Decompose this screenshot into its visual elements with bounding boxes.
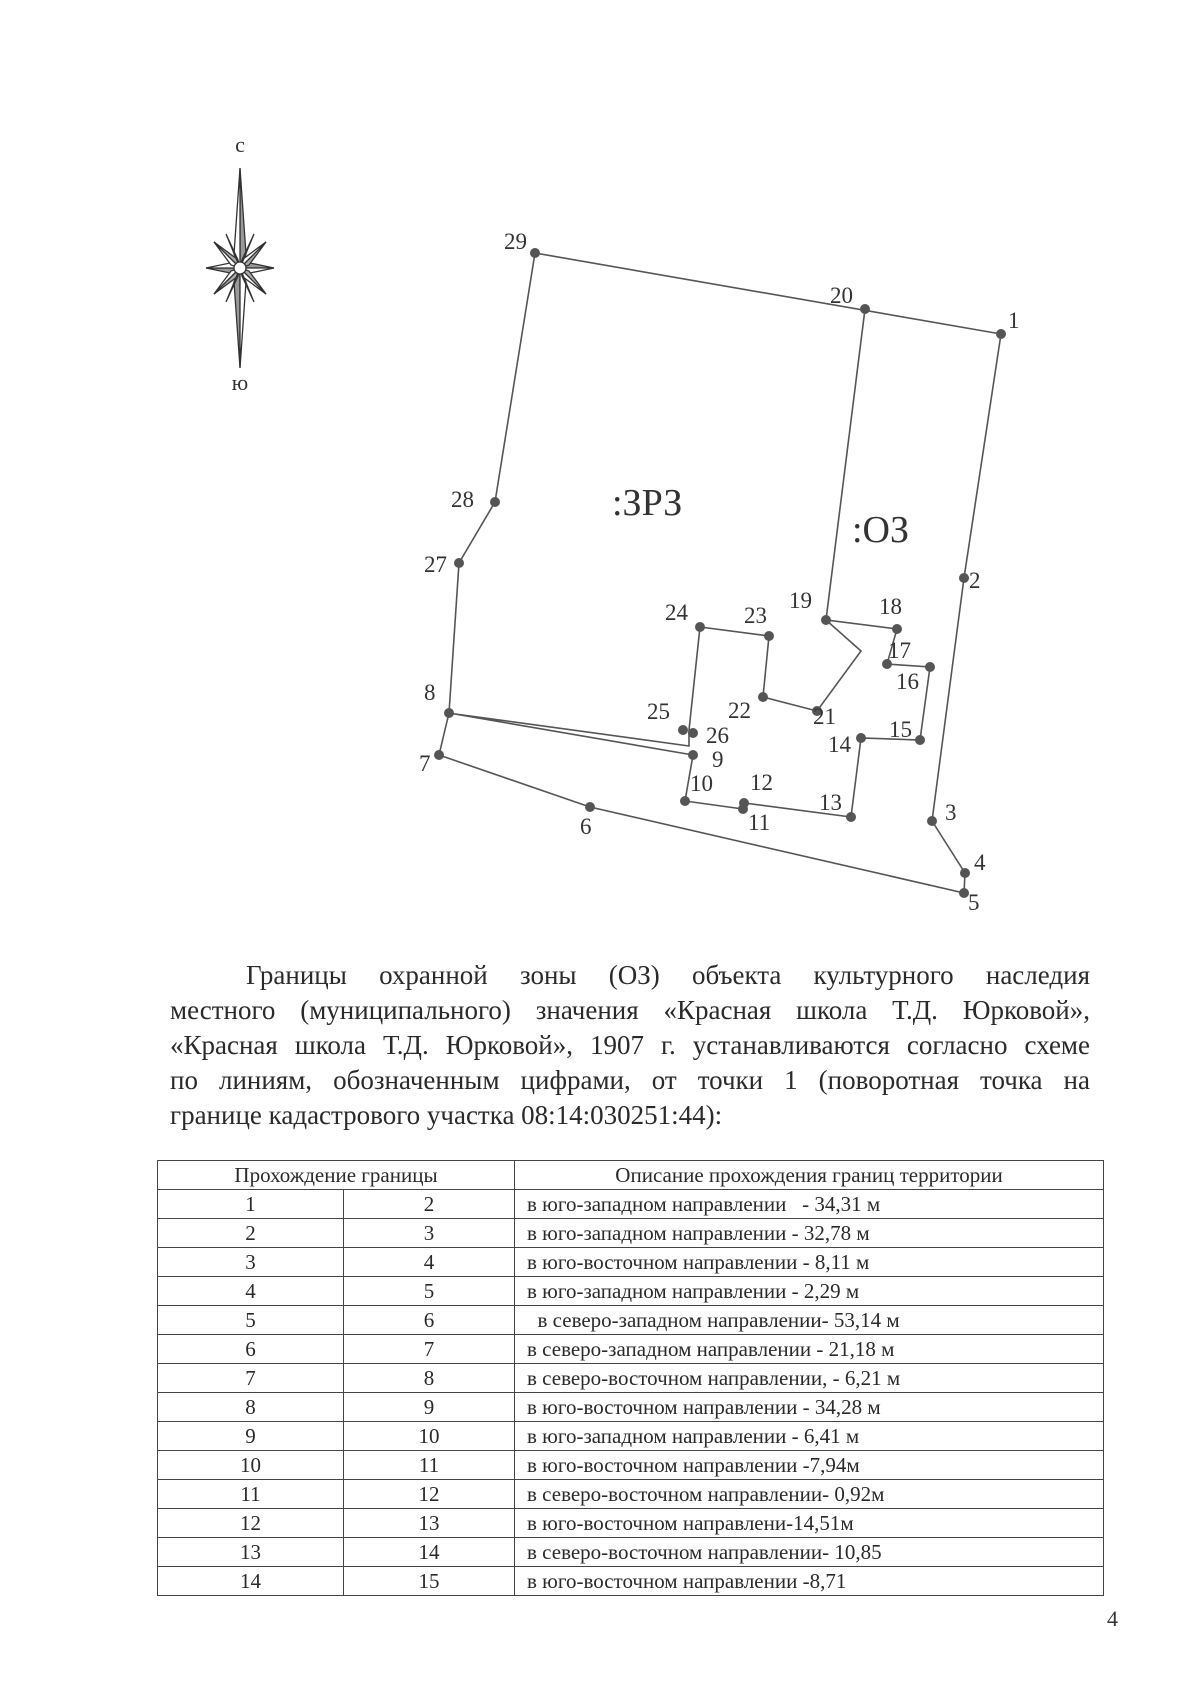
point-label-3: 3: [945, 800, 957, 825]
cell-to-point: 10: [344, 1422, 515, 1451]
cell-to-point: 6: [344, 1306, 515, 1335]
point-label-29: 29: [504, 229, 527, 254]
table-row: [158, 1422, 1104, 1451]
cell-to-point: 7: [344, 1335, 515, 1364]
point-label-22: 22: [728, 698, 751, 723]
cell-from-point: 9: [158, 1422, 344, 1451]
paragraph-line: местного (муниципального) значения «Красная школа Т.Д. Юрковой»,: [170, 995, 1090, 1025]
cell-description: в юго-восточном направлении -7,94м: [515, 1451, 1104, 1480]
cell-description: в северо-восточном направлении- 0,92м: [515, 1480, 1104, 1509]
point-label-2: 2: [969, 568, 981, 593]
cell-to-point: 11: [344, 1451, 515, 1480]
point-marker-29: [530, 248, 540, 258]
point-label-18: 18: [879, 594, 902, 619]
table-row: [158, 1306, 1104, 1335]
cell-from-point: 13: [158, 1538, 344, 1567]
table-row: [158, 1190, 1104, 1219]
point-label-25: 25: [647, 699, 670, 724]
cell-to-point: 5: [344, 1277, 515, 1306]
paragraph-line: «Красная школа Т.Д. Юрковой», 1907 г. устанавливаются согласно схеме: [170, 1030, 1090, 1060]
cell-to-point: 13: [344, 1509, 515, 1538]
cell-to-point: 15: [344, 1567, 515, 1596]
table-row: [158, 1567, 1104, 1596]
table-row: [158, 1451, 1104, 1480]
point-marker-24: [695, 622, 705, 632]
point-label-28: 28: [451, 487, 474, 512]
cell-description: в юго-восточном направлении - 8,11 м: [515, 1248, 1104, 1277]
point-marker-25: [678, 725, 688, 735]
cell-from-point: 1: [158, 1190, 344, 1219]
header-boundary-description: Описание прохождения границ территории: [515, 1161, 1104, 1190]
point-label-1: 1: [1008, 308, 1020, 333]
cell-from-point: 2: [158, 1219, 344, 1248]
point-label-13: 13: [819, 790, 842, 815]
point-marker-9: [688, 750, 698, 760]
point-marker-26: [688, 728, 698, 738]
zone-label-zrz: :ЗРЗ: [612, 482, 683, 524]
boundary-lines: [439, 253, 1001, 893]
point-marker-8: [444, 708, 454, 718]
point-marker-23: [764, 631, 774, 641]
point-label-5: 5: [968, 890, 980, 915]
point-label-16: 16: [896, 669, 919, 694]
cell-to-point: 2: [344, 1190, 515, 1219]
point-marker-14: [856, 733, 866, 743]
point-label-6: 6: [580, 814, 592, 839]
point-label-7: 7: [419, 751, 431, 776]
cell-from-point: 3: [158, 1248, 344, 1277]
cell-description: в юго-западном направлении - 32,78 м: [515, 1219, 1104, 1248]
cell-from-point: 7: [158, 1364, 344, 1393]
cell-to-point: 8: [344, 1364, 515, 1393]
cell-description: в северо-восточном направлении- 10,85: [515, 1538, 1104, 1567]
point-label-8: 8: [424, 680, 436, 705]
description-paragraph: [170, 958, 1090, 1133]
table-row: [158, 1335, 1104, 1364]
cell-to-point: 3: [344, 1219, 515, 1248]
point-label-26: 26: [706, 723, 729, 748]
cell-description: в юго-западном направлении - 2,29 м: [515, 1277, 1104, 1306]
compass-south-label: ю: [231, 370, 249, 395]
point-label-15: 15: [889, 717, 912, 742]
compass-north-label: с: [235, 132, 245, 157]
point-label-14: 14: [828, 732, 851, 757]
table-row: [158, 1248, 1104, 1277]
point-labels: [419, 229, 1020, 915]
paragraph-line: границе кадастрового участка 08:14:030251:44):: [170, 1100, 723, 1130]
cell-to-point: 14: [344, 1538, 515, 1567]
zone-label-oz: :ОЗ: [852, 509, 910, 551]
cell-to-point: 12: [344, 1480, 515, 1509]
point-marker-20: [860, 304, 870, 314]
cell-to-point: 9: [344, 1393, 515, 1422]
point-marker-15: [915, 735, 925, 745]
point-label-21: 21: [813, 704, 836, 729]
point-label-24: 24: [665, 600, 688, 625]
cell-to-point: 4: [344, 1248, 515, 1277]
table-body: [158, 1190, 1104, 1596]
header-boundary-passage: Прохождение границы: [158, 1161, 515, 1190]
paragraph-line: Границы охранной зоны (ОЗ) объекта культурного наследия: [246, 960, 1090, 990]
page-number: 4: [1107, 1606, 1118, 1631]
point-marker-6: [585, 802, 595, 812]
point-label-10: 10: [690, 771, 713, 796]
point-marker-7: [434, 750, 444, 760]
table-row: [158, 1509, 1104, 1538]
point-label-4: 4: [974, 850, 986, 875]
cell-from-point: 14: [158, 1567, 344, 1596]
paragraph-line: по линиям, обозначенным цифрами, от точки 1 (поворотная точка на: [170, 1065, 1090, 1095]
point-label-19: 19: [789, 588, 812, 613]
point-marker-28: [490, 497, 500, 507]
boundary-table: [157, 1160, 1104, 1596]
cell-description: в юго-восточном направлении -8,71: [515, 1567, 1104, 1596]
point-marker-12: [739, 798, 749, 808]
point-label-20: 20: [830, 283, 853, 308]
point-marker-3: [927, 816, 937, 826]
point-label-12: 12: [750, 770, 773, 795]
point-label-17: 17: [888, 638, 911, 663]
point-label-27: 27: [424, 552, 447, 577]
cell-from-point: 11: [158, 1480, 344, 1509]
cell-description: в юго-восточном направлении - 34,28 м: [515, 1393, 1104, 1422]
point-marker-10: [680, 796, 690, 806]
point-marker-22: [758, 692, 768, 702]
table-row: [158, 1219, 1104, 1248]
point-marker-27: [454, 558, 464, 568]
point-label-11: 11: [748, 810, 771, 835]
table-row: [158, 1393, 1104, 1422]
cell-from-point: 8: [158, 1393, 344, 1422]
table-row: [158, 1480, 1104, 1509]
table-row: [158, 1364, 1104, 1393]
cell-from-point: 12: [158, 1509, 344, 1538]
cell-from-point: 6: [158, 1335, 344, 1364]
cell-description: в северо-восточном направлении, - 6,21 м: [515, 1364, 1104, 1393]
point-marker-16: [925, 662, 935, 672]
point-marker-1: [996, 329, 1006, 339]
point-marker-2: [959, 573, 969, 583]
table-row: [158, 1538, 1104, 1567]
table-header-row: [158, 1161, 1104, 1190]
cell-description: в северо-западном направлении - 21,18 м: [515, 1335, 1104, 1364]
point-marker-4: [960, 868, 970, 878]
cell-from-point: 10: [158, 1451, 344, 1480]
cell-description: в северо-западном направлении- 53,14 м: [515, 1306, 1104, 1335]
cell-from-point: 4: [158, 1277, 344, 1306]
point-label-9: 9: [712, 747, 724, 772]
table-row: [158, 1277, 1104, 1306]
cell-from-point: 5: [158, 1306, 344, 1335]
cell-description: в юго-восточном направлени-14,51м: [515, 1509, 1104, 1538]
point-marker-13: [846, 812, 856, 822]
point-marker-19: [821, 615, 831, 625]
cell-description: в юго-западном направлении - 34,31 м: [515, 1190, 1104, 1219]
cell-description: в юго-западном направлении - 6,41 м: [515, 1422, 1104, 1451]
point-marker-18: [892, 624, 902, 634]
point-label-23: 23: [744, 603, 767, 628]
